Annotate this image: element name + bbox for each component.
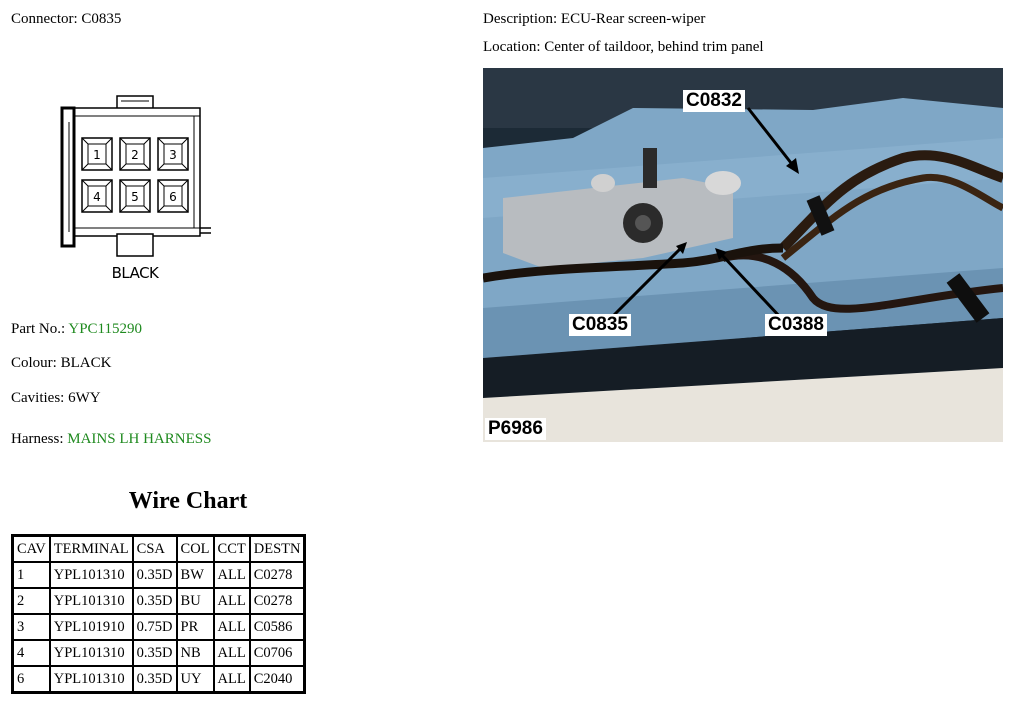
- location-value: Center of taildoor, behind trim panel: [544, 39, 764, 55]
- cell-csa: 0.35D: [133, 562, 177, 588]
- header-col: COL: [177, 536, 214, 563]
- cell-csa: 0.75D: [133, 614, 177, 640]
- cavity-2: [120, 138, 150, 170]
- wire-chart-table: [11, 534, 306, 694]
- table-row: [13, 614, 305, 640]
- location-label: Location:: [483, 39, 541, 55]
- table-row: [13, 588, 305, 614]
- colour-line: [11, 355, 111, 372]
- cell-cav: 2: [13, 588, 50, 614]
- connector-id: C0835: [81, 11, 122, 27]
- cell-terminal: YPL101310: [50, 588, 133, 614]
- connector-face-drawing: [55, 88, 225, 288]
- connector-line: [11, 11, 121, 28]
- wire-chart-title: Wire Chart: [128, 488, 248, 514]
- cell-csa: 0.35D: [133, 666, 177, 693]
- location-photo: [483, 68, 1003, 442]
- connector-label: Connector:: [11, 11, 78, 27]
- cell-cct: ALL: [214, 562, 250, 588]
- cell-destn: C2040: [250, 666, 305, 693]
- header-terminal: TERMINAL: [50, 536, 133, 563]
- pin-number: 2: [131, 148, 139, 162]
- table-row: [13, 562, 305, 588]
- cell-destn: C0278: [250, 562, 305, 588]
- description-value: ECU-Rear screen-wiper: [560, 11, 706, 27]
- cell-cav: 1: [13, 562, 50, 588]
- pin-number: 6: [169, 190, 177, 204]
- harness-link[interactable]: MAINS LH HARNESS: [67, 431, 212, 447]
- cavity-6: [158, 180, 188, 212]
- description-line: [483, 11, 705, 28]
- header-cav: CAV: [13, 536, 50, 563]
- pin-number: 1: [93, 148, 101, 162]
- cell-cct: ALL: [214, 666, 250, 693]
- cell-cct: ALL: [214, 588, 250, 614]
- cell-col: BU: [177, 588, 214, 614]
- cell-cct: ALL: [214, 614, 250, 640]
- cell-col: BW: [177, 562, 214, 588]
- part-number-link[interactable]: YPC115290: [68, 321, 142, 337]
- photo-reference: P6986: [485, 418, 546, 440]
- colour-label: Colour:: [11, 355, 57, 371]
- cell-terminal: YPL101910: [50, 614, 133, 640]
- cell-destn: C0706: [250, 640, 305, 666]
- cell-cct: ALL: [214, 640, 250, 666]
- table-row: [13, 640, 305, 666]
- cavities-value: 6WY: [68, 390, 101, 406]
- cavity-1: [82, 138, 112, 170]
- header-csa: CSA: [133, 536, 177, 563]
- callout-c0388: C0388: [765, 314, 827, 336]
- connector-caption: BLACK: [111, 264, 159, 282]
- cell-col: NB: [177, 640, 214, 666]
- description-label: Description:: [483, 11, 558, 27]
- harness-line: [11, 431, 211, 448]
- pin-number: 3: [169, 148, 177, 162]
- cell-terminal: YPL101310: [50, 640, 133, 666]
- location-line: [483, 39, 764, 56]
- cavity-4: [82, 180, 112, 212]
- header-cct: CCT: [214, 536, 250, 563]
- cell-cav: 3: [13, 614, 50, 640]
- cavity-5: [120, 180, 150, 212]
- part-number-label: Part No.:: [11, 321, 66, 337]
- cell-cav: 4: [13, 640, 50, 666]
- pin-number: 5: [131, 190, 139, 204]
- cell-terminal: YPL101310: [50, 666, 133, 693]
- callout-c0835: C0835: [569, 314, 631, 336]
- cell-col: UY: [177, 666, 214, 693]
- pin-number: 4: [93, 190, 101, 204]
- table-header-row: [13, 536, 305, 563]
- header-destn: DESTN: [250, 536, 305, 563]
- cell-csa: 0.35D: [133, 588, 177, 614]
- cell-col: PR: [177, 614, 214, 640]
- cavities-line: [11, 390, 101, 407]
- cell-terminal: YPL101310: [50, 562, 133, 588]
- cell-csa: 0.35D: [133, 640, 177, 666]
- cavity-3: [158, 138, 188, 170]
- cell-destn: C0278: [250, 588, 305, 614]
- cell-cav: 6: [13, 666, 50, 693]
- callout-c0832: C0832: [683, 90, 745, 112]
- cavities-label: Cavities:: [11, 390, 65, 406]
- colour-value: BLACK: [60, 355, 112, 371]
- cell-destn: C0586: [250, 614, 305, 640]
- part-number-line: [11, 321, 142, 338]
- photo-illustration: [483, 68, 1003, 442]
- table-row: [13, 666, 305, 693]
- connector-diagram: [55, 88, 225, 288]
- harness-label: Harness:: [11, 431, 64, 447]
